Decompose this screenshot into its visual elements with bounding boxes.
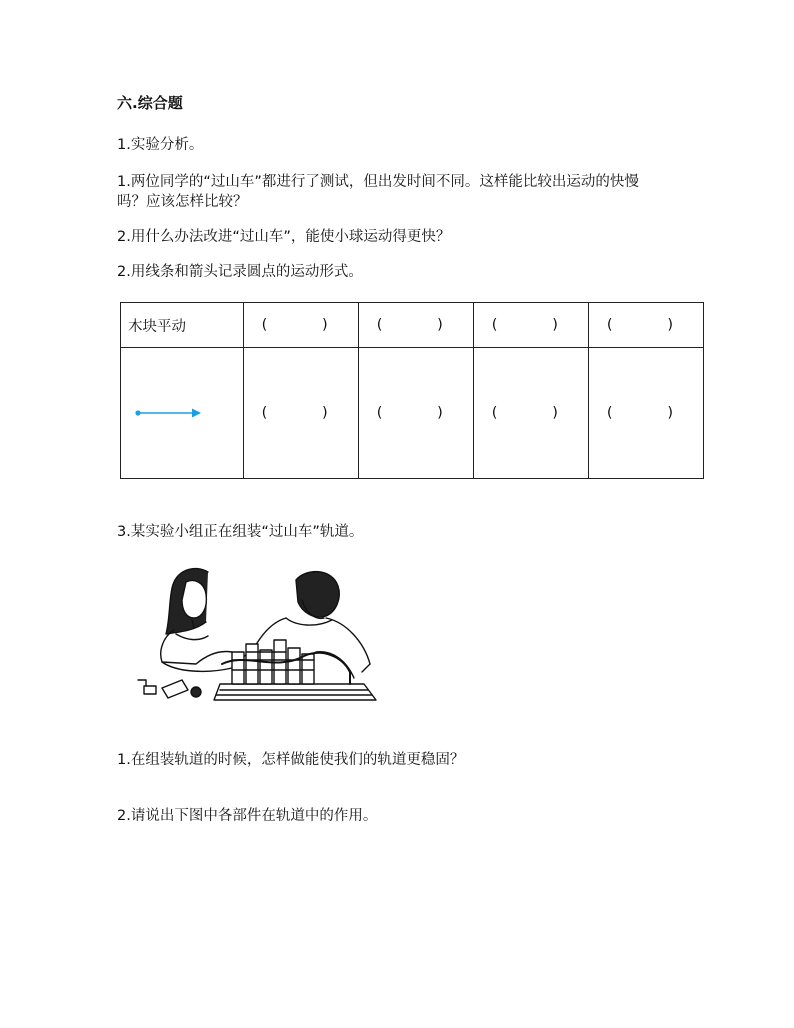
- q3-sub-question-2: 2.请说出下图中各部件在轨道中的作用。: [117, 808, 378, 824]
- section-title: 六.综合题: [117, 94, 183, 112]
- q1-text-line-3: 2.用什么办法改进“过山车”，能使小球运动得更快？: [117, 229, 451, 245]
- q1-heading: 1.实验分析。: [117, 137, 204, 153]
- q1-text-line-2: 吗？应该怎样比较？: [117, 194, 248, 210]
- q2-heading: 2.用线条和箭头记录圆点的运动形式。: [117, 264, 363, 280]
- arrow-example-cell: [121, 348, 244, 479]
- q3-sub-question-1: 1.在组装轨道的时候，怎样做能使我们的轨道更稳固？: [117, 752, 465, 768]
- answer-blank[interactable]: ( ): [473, 348, 588, 479]
- answer-blank[interactable]: ( ): [358, 348, 473, 479]
- answer-blank[interactable]: ( ): [243, 303, 358, 348]
- table-label-cell: 木块平动: [121, 303, 244, 348]
- answer-blank[interactable]: ( ): [358, 303, 473, 348]
- motion-arrow-icon: [134, 403, 204, 423]
- motion-record-table: [120, 302, 704, 479]
- students-building-track-illustration: [136, 560, 386, 715]
- answer-blank[interactable]: ( ): [588, 303, 703, 348]
- q1-text-line-1: 1.两位同学的“过山车”都进行了测试，但出发时间不同。这样能比较出运动的快慢: [117, 174, 639, 190]
- answer-blank[interactable]: ( ): [473, 303, 588, 348]
- answer-blank[interactable]: ( ): [243, 348, 358, 479]
- q3-heading: 3.某实验小组正在组装“过山车”轨道。: [117, 524, 364, 540]
- answer-blank[interactable]: ( ): [588, 348, 703, 479]
